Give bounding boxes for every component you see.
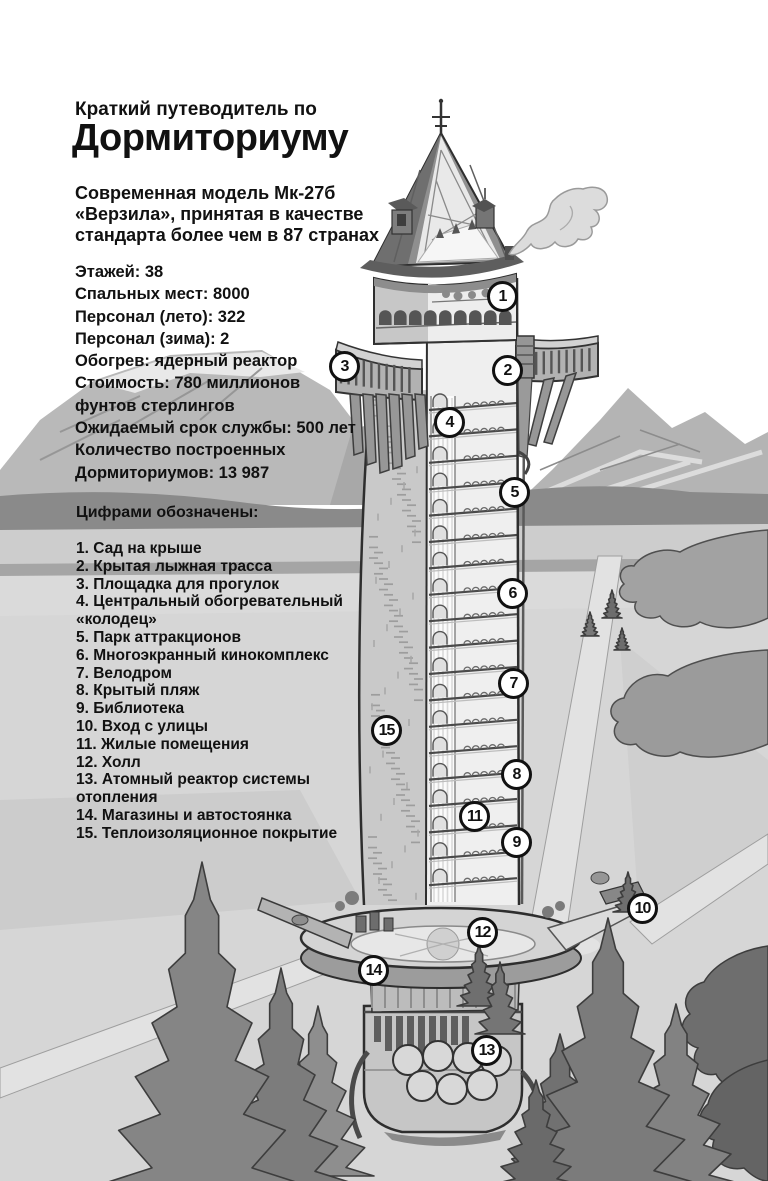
spec-line: Ожидаемый срок службы: 500 лет [75,419,356,438]
legend-item: 3. Площадка для прогулок [76,575,279,593]
callout-number: 9 [512,833,521,851]
legend-item: 5. Парк аттракционов [76,628,242,646]
callout-number: 15 [378,721,395,739]
callout-marker [501,827,532,858]
spec-line: Персонал (зима): 2 [75,329,230,348]
legend-item: 9. Библиотека [76,700,185,718]
callout-number: 6 [508,584,517,602]
callout-marker [497,578,528,609]
callout-marker [498,668,529,699]
callout-number: 4 [445,413,454,431]
callout-marker [499,477,530,508]
spec-list [75,261,356,484]
legend-item: 14. Магазины и автостоянка [76,806,292,824]
legend-item: 10. Вход с улицы [76,717,208,735]
callout-marker [471,1035,502,1066]
subtitle-line: «Верзила», принятая в качестве [75,204,364,224]
legend-item: 13. Атомный реактор системы отопления [76,771,310,807]
spec-line: Спальных мест: 8000 [75,285,250,304]
callout-marker [492,355,523,386]
callout-marker [358,955,389,986]
callout-number: 1 [498,287,507,305]
legend-item: 15. Теплоизоляционное покрытие [76,824,338,842]
callout-number: 12 [474,923,491,941]
subtitle-line: стандарта более чем в 87 странах [75,225,379,245]
callout-number: 5 [510,483,519,501]
guide-title: Дормиториуму [72,117,349,159]
callout-marker [329,351,360,382]
callout-marker [627,893,658,924]
legend-item: 7. Велодром [76,664,172,682]
callout-number: 3 [340,357,349,375]
callout-marker [371,715,402,746]
guide-subtitle [75,183,379,246]
legend-item: 11. Жилые помещения [76,735,249,753]
callout-number: 14 [365,961,382,979]
callout-marker [467,917,498,948]
callout-number: 13 [478,1041,495,1059]
guide-pretitle: Краткий путеводитель по [75,99,317,120]
callout-marker [487,281,518,312]
spec-line: Персонал (лето): 322 [75,307,246,326]
legend-item: 1. Сад на крыше [76,540,202,557]
callout-number: 11 [467,807,482,825]
legend-item: 2. Крытая лыжная трасса [76,557,273,575]
legend-heading: Цифрами обозначены: [76,504,259,521]
legend-item: 6. Многоэкранный кинокомплекс [76,646,329,664]
legend-item: 12. Холл [76,753,141,771]
spec-line: фунтов стерлингов [75,396,235,415]
legend-item: 8. Крытый пляж [76,682,200,700]
callout-marker [501,759,532,790]
spec-line: Обогрев: ядерный реактор [75,352,298,371]
spec-line: Этажей: 38 [75,263,164,281]
spec-line: Количество построенных [75,441,286,460]
subtitle-line: Современная модель Мк-27б [75,183,336,203]
callout-number: 7 [509,674,518,692]
spec-line: Стоимость: 780 миллионов [75,374,301,393]
legend-list [76,540,378,843]
callout-marker [434,407,465,438]
legend-item: 4. Центральный обогревательный «колодец» [76,593,343,629]
callout-number: 2 [503,361,512,379]
spec-line: Дормиториумов: 13 987 [75,463,270,482]
callout-number: 8 [512,765,521,783]
callout-marker [459,801,490,832]
callout-number: 10 [634,899,651,917]
